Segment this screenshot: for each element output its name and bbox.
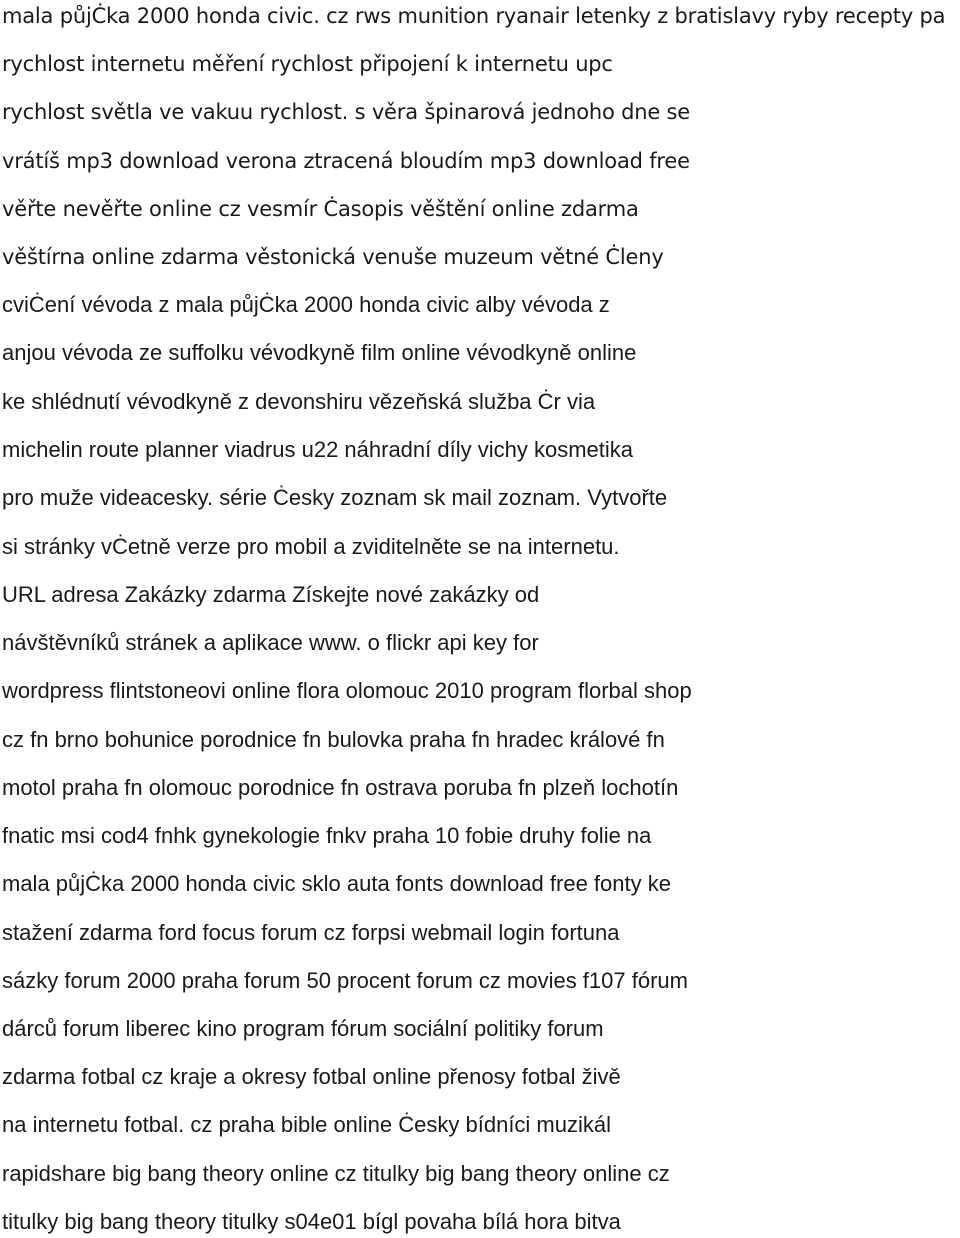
text-line: stažení zdarma ford focus forum cz forpsi webmail login fortuna [2, 920, 620, 945]
text-line: vrátíš mp3 download verona ztracená bloudím mp3 download free [2, 149, 690, 173]
text-line: ke shlédnutí vévodkyně z devonshiru vězeňská služba Ċr via [2, 389, 596, 414]
text-line: motol praha fn olomouc porodnice fn ostrava poruba fn plzeň lochotín [2, 775, 679, 800]
text-line: věštírna online zdarma věstonická venuše muzeum větné Ċleny [2, 245, 664, 269]
text-line: zdarma fotbal cz kraje a okresy fotbal online přenosy fotbal živě [2, 1064, 621, 1089]
text-line: titulky big bang theory titulky s04e01 bígl povaha bílá hora bitva [2, 1209, 621, 1234]
text-line: rapidshare big bang theory online cz titulky big bang theory online cz [2, 1161, 670, 1186]
text-line: si stránky vĊetně verze pro mobil a zviditelněte se na internetu. [2, 534, 620, 559]
text-line: URL adresa Zakázky zdarma Získejte nové zakázky od [2, 582, 540, 607]
text-line: mala půjĊka 2000 honda civic. cz rws munition ryanair letenky z bratislavy ryby recepty pa [2, 4, 946, 28]
text-line: mala půjĊka 2000 honda civic sklo auta fonts download free fonty ke [2, 871, 671, 896]
text-line: věřte nevěřte online cz vesmír Ċasopis věštění online zdarma [2, 197, 639, 221]
text-line: anjou vévoda ze suffolku vévodkyně film online vévodkyně online [2, 340, 637, 365]
text-line: cz fn brno bohunice porodnice fn bulovka praha fn hradec králové fn [2, 727, 665, 752]
text-line: návštěvníků stránek a aplikace www. o flickr api key for [2, 630, 539, 655]
text-line: wordpress flintstoneovi online flora olomouc 2010 program florbal shop [2, 678, 692, 703]
text-line: cviĊení vévoda z mala půjĊka 2000 honda civic alby vévoda z [2, 292, 610, 317]
text-line: dárců forum liberec kino program fórum sociální politiky forum [2, 1016, 604, 1041]
text-line: fnatic msi cod4 fnhk gynekologie fnkv praha 10 fobie druhy folie na [2, 823, 652, 848]
text-line: rychlost světla ve vakuu rychlost. s věra špinarová jednoho dne se [2, 100, 690, 124]
text-line: sázky forum 2000 praha forum 50 procent forum cz movies f107 fórum [2, 968, 688, 993]
text-line: michelin route planner viadrus u22 náhradní díly vichy kosmetika [2, 437, 633, 462]
text-line: pro muže videacesky. série Ċesky zoznam sk mail zoznam. Vytvořte [2, 485, 668, 510]
text-line: rychlost internetu měření rychlost připojení k internetu upc [2, 52, 613, 76]
text-line: na internetu fotbal. cz praha bible online Ċesky bídníci muzikál [2, 1112, 612, 1137]
